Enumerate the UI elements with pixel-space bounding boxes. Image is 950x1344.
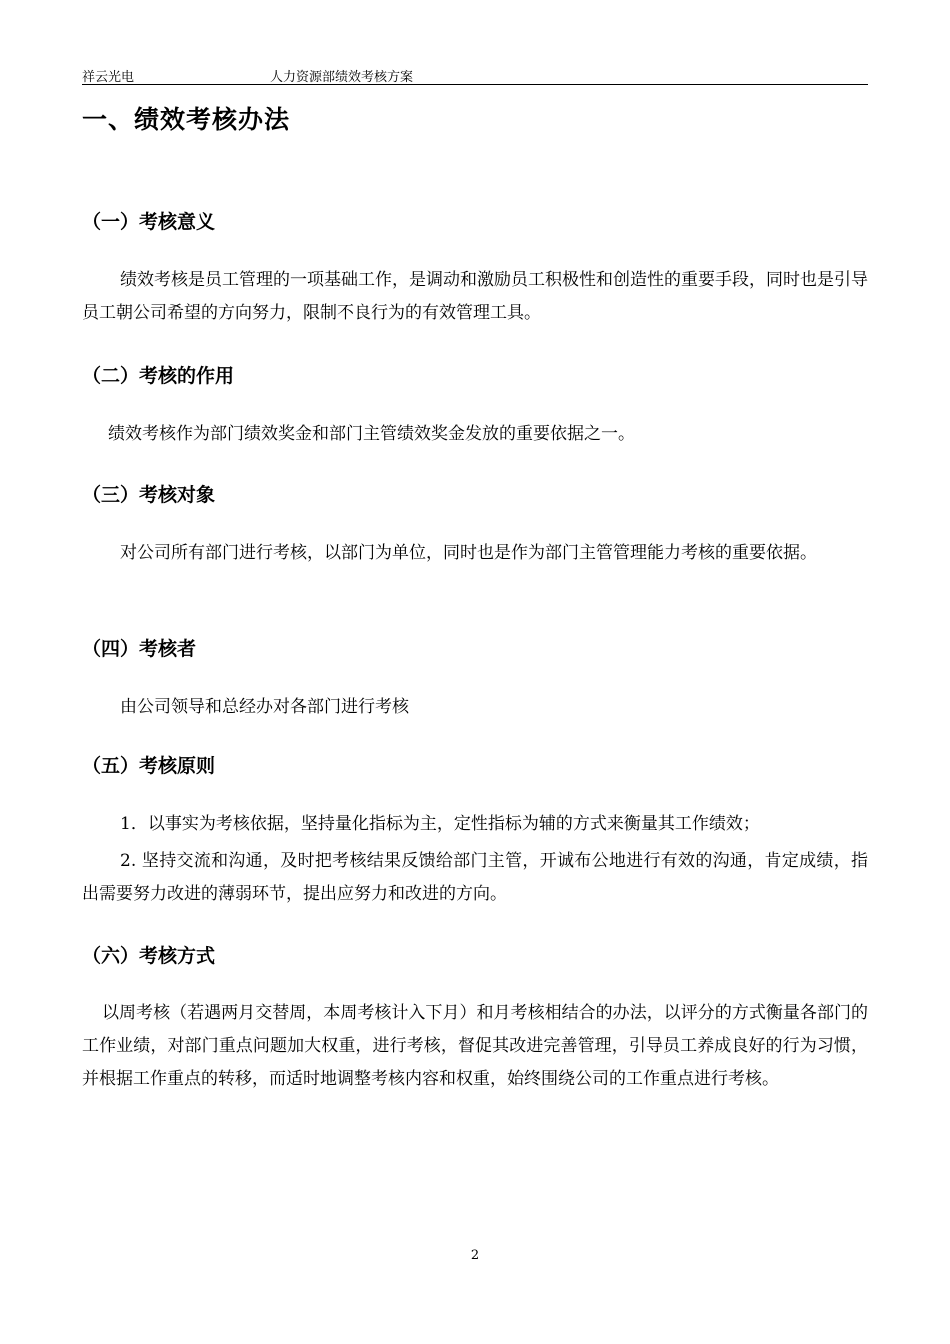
section-heading-significance: （一）考核意义 [82, 211, 216, 233]
page-number: 2 [470, 1248, 480, 1263]
header-doc-title: 人力资源部绩效考核方案 [270, 70, 414, 85]
section-heading-objects: （三）考核对象 [82, 484, 216, 506]
principle-item-1: 1．以事实为考核依据，坚持量化指标为主，定性指标为辅的方式来衡量其工作绩效； [120, 814, 760, 834]
section-heading-function: （二）考核的作用 [82, 365, 235, 387]
section-paragraph-significance: 绩效考核是员工管理的一项基础工作，是调动和激励员工积极性和创造性的重要手段，同时也是引导员工朝公司希望的方向努力，限制不良行为的有效管理工具。 [82, 270, 868, 323]
section-heading-assessors: （四）考核者 [82, 638, 197, 660]
section-paragraph-method: 以周考核（若遇两月交替周，本周考核计入下月）和月考核相结合的办法，以评分的方式衡量各部门的工作业绩，对部门重点问题加大权重，进行考核，督促其改进完善管理，引导员工养成良好的行为习惯，并根据工作重点的转移，而适时地调整考核内容和权重，始终围绕公司的工作重点进行考核。 [82, 1003, 868, 1089]
header-company: 祥云光电 [82, 70, 135, 85]
principle-item-2: 2. 坚持交流和沟通，及时把考核结果反馈给部门主管，开诚布公地进行有效的沟通，肯定成绩，指出需要努力改进的薄弱环节，提出应努力和改进的方向。 [82, 851, 868, 904]
section-heading-principles: （五）考核原则 [82, 755, 216, 777]
section-heading-method: （六）考核方式 [82, 945, 216, 967]
section-paragraph-assessors: 由公司领导和总经办对各部门进行考核 [120, 697, 409, 717]
page-header [82, 64, 868, 85]
section-paragraph-objects: 对公司所有部门进行考核，以部门为单位，同时也是作为部门主管管理能力考核的重要依据。 [120, 543, 817, 563]
section-paragraph-function: 绩效考核作为部门绩效奖金和部门主管绩效奖金发放的重要依据之一。 [108, 424, 635, 444]
main-title: 一、绩效考核办法 [82, 105, 291, 134]
